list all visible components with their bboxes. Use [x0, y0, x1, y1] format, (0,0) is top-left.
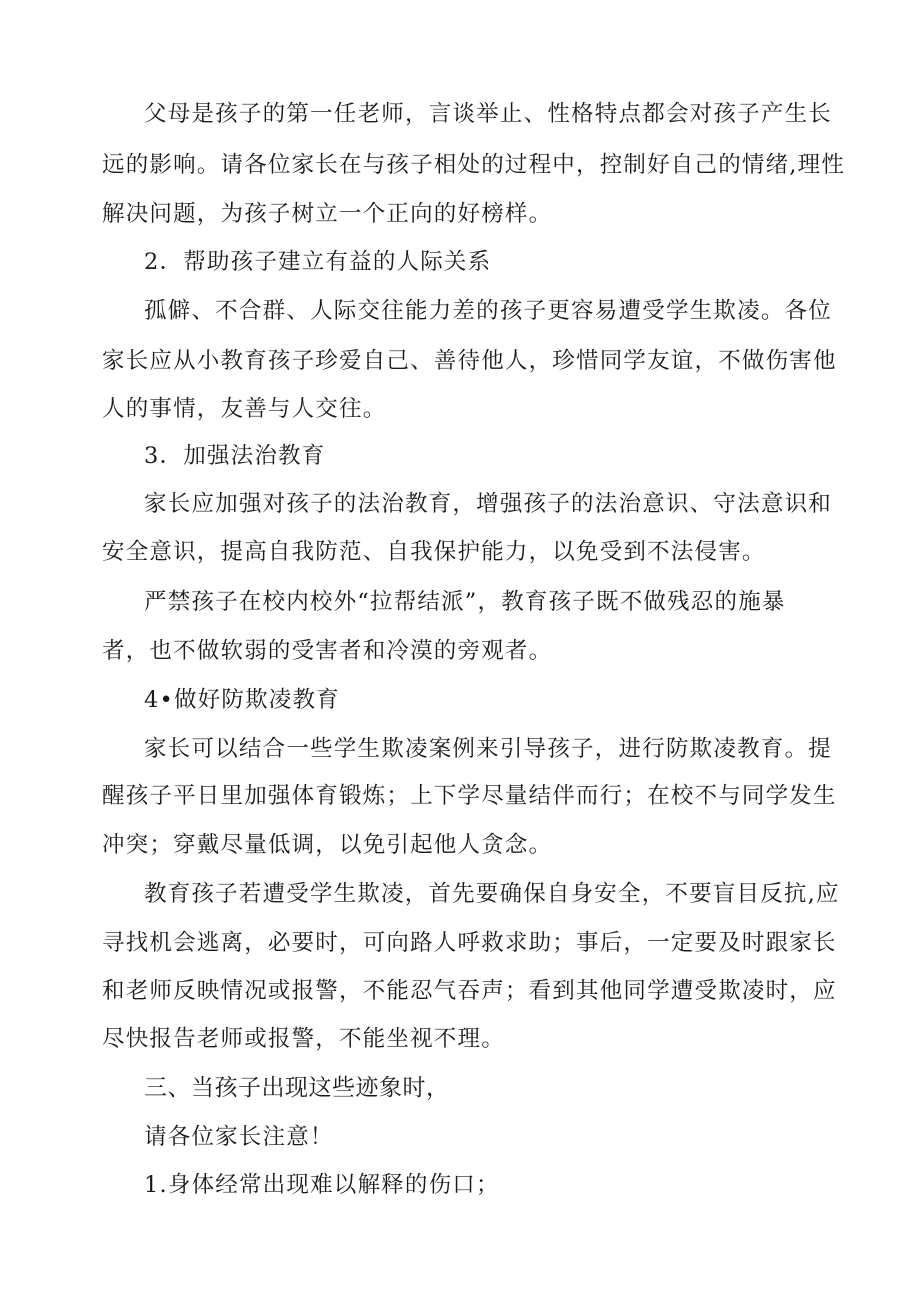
paragraph-line: 和老师反映情况或报警，不能忍气吞声；看到其他同学遭受欺凌时，应: [102, 978, 837, 1004]
paragraph-line: 父母是孩子的第一任老师，言谈举止、性格特点都会对孩子产生长: [144, 101, 832, 127]
list-item: 1.身体经常出现难以解释的伤口；: [144, 1172, 500, 1198]
paragraph-line: 教育孩子若遭受学生欺凌，首先要确保自身安全，不要盲目反抗,应: [144, 881, 840, 907]
paragraph-line: 者，也不做软弱的受害者和冷漠的旁观者。: [102, 638, 553, 664]
paragraph-line: 解决问题，为孩子树立一个正向的好榜样。: [102, 201, 553, 227]
paragraph-line: 人的事情，友善与人交往。: [102, 396, 387, 422]
paragraph-line: 严禁孩子在校内校外“拉帮结派”，教育孩子既不做残忍的施暴: [144, 589, 786, 615]
paragraph-line: 家长应从小教育孩子珍爱自己、善待他人，珍惜同学友谊，不做伤害他: [102, 348, 837, 374]
paragraph-line: 家长可以结合一些学生欺凌案例来引导孩子，进行防欺凌教育。提: [144, 736, 832, 762]
section-heading: 3．加强法治教育: [144, 443, 326, 469]
paragraph-line: 请各位家长注意！: [144, 1124, 334, 1150]
paragraph-line: 安全意识，提高自我防范、自我保护能力，以免受到不法侵害。: [102, 539, 766, 565]
section-heading: 2．帮助孩子建立有益的人际关系: [144, 249, 492, 275]
paragraph-line: 远的影响。请各位家长在与孩子相处的过程中，控制好自己的情绪,理性: [102, 152, 846, 178]
paragraph-line: 尽快报告老师或报警，不能坐视不理。: [102, 1026, 505, 1052]
paragraph-line: 冲突；穿戴尽量低调，以免引起他人贪念。: [102, 832, 553, 858]
section-heading: 4•做好防欺凌教育: [144, 687, 340, 713]
paragraph-line: 醒孩子平日里加强体育锻炼；上下学尽量结伴而行；在校不与同学发生: [102, 783, 837, 809]
chapter-heading: 三、当孩子出现这些迹象时，: [144, 1075, 450, 1101]
paragraph-line: 孤僻、不合群、人际交往能力差的孩子更容易遭受学生欺凌。各位: [144, 298, 832, 324]
paragraph-line: 寻找机会逃离，必要时，可向路人呼救求助；事后，一定要及时跟家长: [102, 930, 837, 956]
paragraph-line: 家长应加强对孩子的法治教育，增强孩子的法治意识、守法意识和: [144, 491, 832, 517]
